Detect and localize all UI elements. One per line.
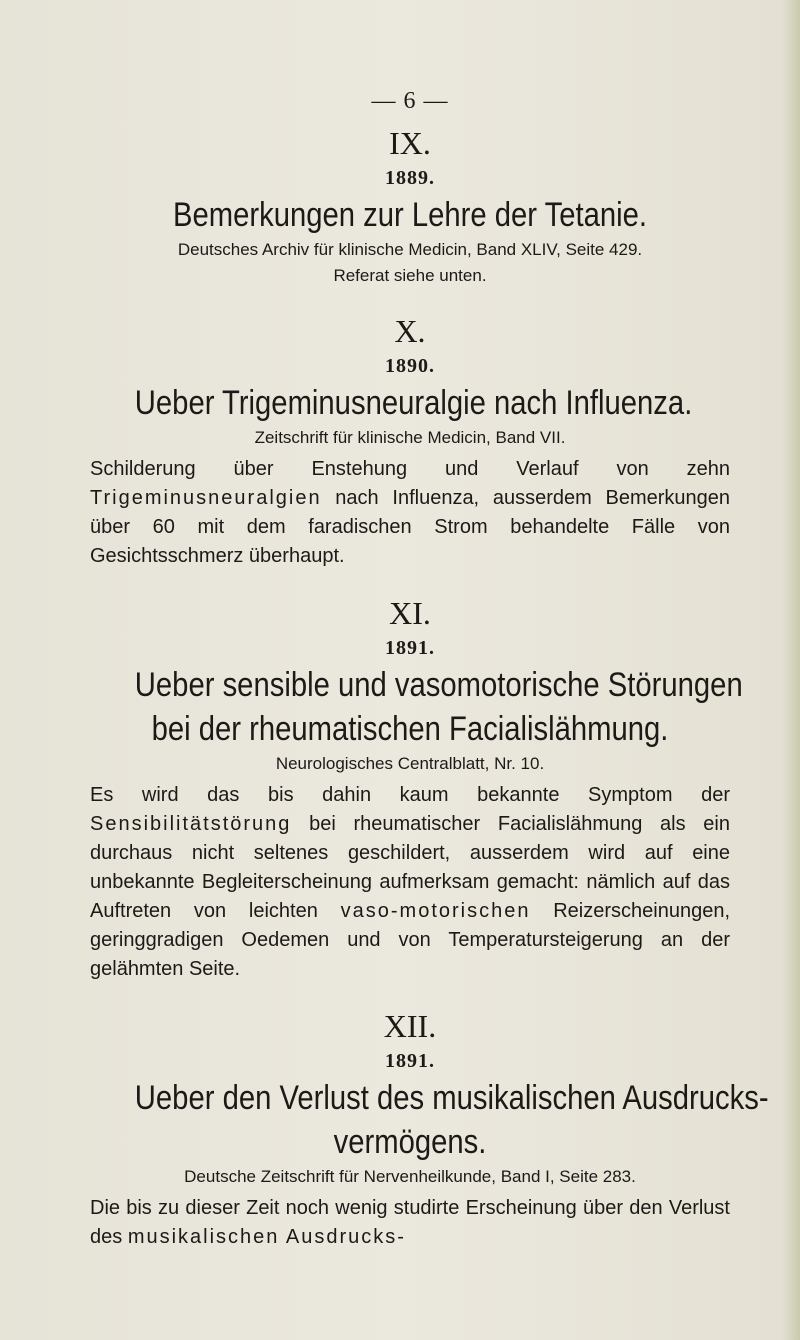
body-text: Es wird das bis dahin kaum bekannte Symptom der xyxy=(90,784,730,806)
section-note: Referat siehe unten. xyxy=(333,266,487,285)
section-numeral: IX. xyxy=(389,125,431,161)
section-title-line-2: bei der rheumatischen Facialislähmung. xyxy=(151,710,669,748)
page-content xyxy=(90,88,769,1274)
body-text: nach Influenza, ausserdem Bemerkungen über 60 mit dem faradischen Strom behandelte Fälle von Gesichtsschmerz überhaupt. xyxy=(90,487,730,567)
section-body xyxy=(90,781,730,984)
section-source: Deutsche Zeitschrift für Nervenheilkunde, Band I, Seite 283. xyxy=(184,1167,636,1186)
body-text: Schilderung über Enstehung und Verlauf von zehn xyxy=(90,458,730,480)
section-xi xyxy=(90,593,743,984)
body-text-spaced: Sensibilitätstörung xyxy=(90,813,292,835)
section-year: 1890. xyxy=(385,355,435,377)
section-year: 1891. xyxy=(385,1050,435,1072)
section-title-line-1: Ueber den Verlust des musikalischen Ausdrucks- xyxy=(134,1079,769,1117)
body-text: Die bis zu dieser Zeit noch wenig studirte Erscheinung über den Verlust des xyxy=(90,1197,730,1248)
body-text-spaced: Trigeminusneuralgien xyxy=(90,487,322,509)
body-text: bei rheumatischer Facialislähmung als ein durchaus nicht seltenes geschildert, ausserdem wird auf eine unbekannte Begleiterscheinung aufmerksam gemacht: nämlich auf das Auftreten von leichten xyxy=(90,813,730,922)
section-source: Neurologisches Centralblatt, Nr. 10. xyxy=(275,754,545,773)
section-ix xyxy=(90,123,730,289)
page-edge-shadow xyxy=(782,0,800,1340)
section-body xyxy=(90,1194,730,1252)
section-numeral: XI. xyxy=(389,595,431,631)
section-xii xyxy=(90,1006,769,1252)
section-numeral: XII. xyxy=(383,1008,437,1044)
section-x xyxy=(90,311,730,571)
section-title-line-2: vermögens. xyxy=(333,1123,487,1161)
section-source: Zeitschrift für klinische Medicin, Band VII. xyxy=(254,428,566,447)
section-title: Ueber Trigeminusneuralgie nach Influenza. xyxy=(134,384,693,422)
section-title: Bemerkungen zur Lehre der Tetanie. xyxy=(172,196,648,234)
section-source: Deutsches Archiv für klinische Medicin, Band XLIV, Seite 429. xyxy=(177,240,643,259)
body-text-spaced: vaso-motorischen xyxy=(340,900,531,922)
page-number: — 6 — xyxy=(371,88,449,114)
section-numeral: X. xyxy=(394,313,426,349)
section-body xyxy=(90,455,730,571)
section-title-line-1: Ueber sensible und vasomotorische Störungen xyxy=(134,666,743,704)
section-year: 1889. xyxy=(385,167,435,189)
body-text: Reizerscheinungen, geringgradigen Oedemen und von Temperatursteigerung an der gelähmten Seite. xyxy=(90,900,730,980)
section-year: 1891. xyxy=(385,637,435,659)
body-text-spaced: musikalischen Ausdrucks- xyxy=(127,1226,406,1248)
